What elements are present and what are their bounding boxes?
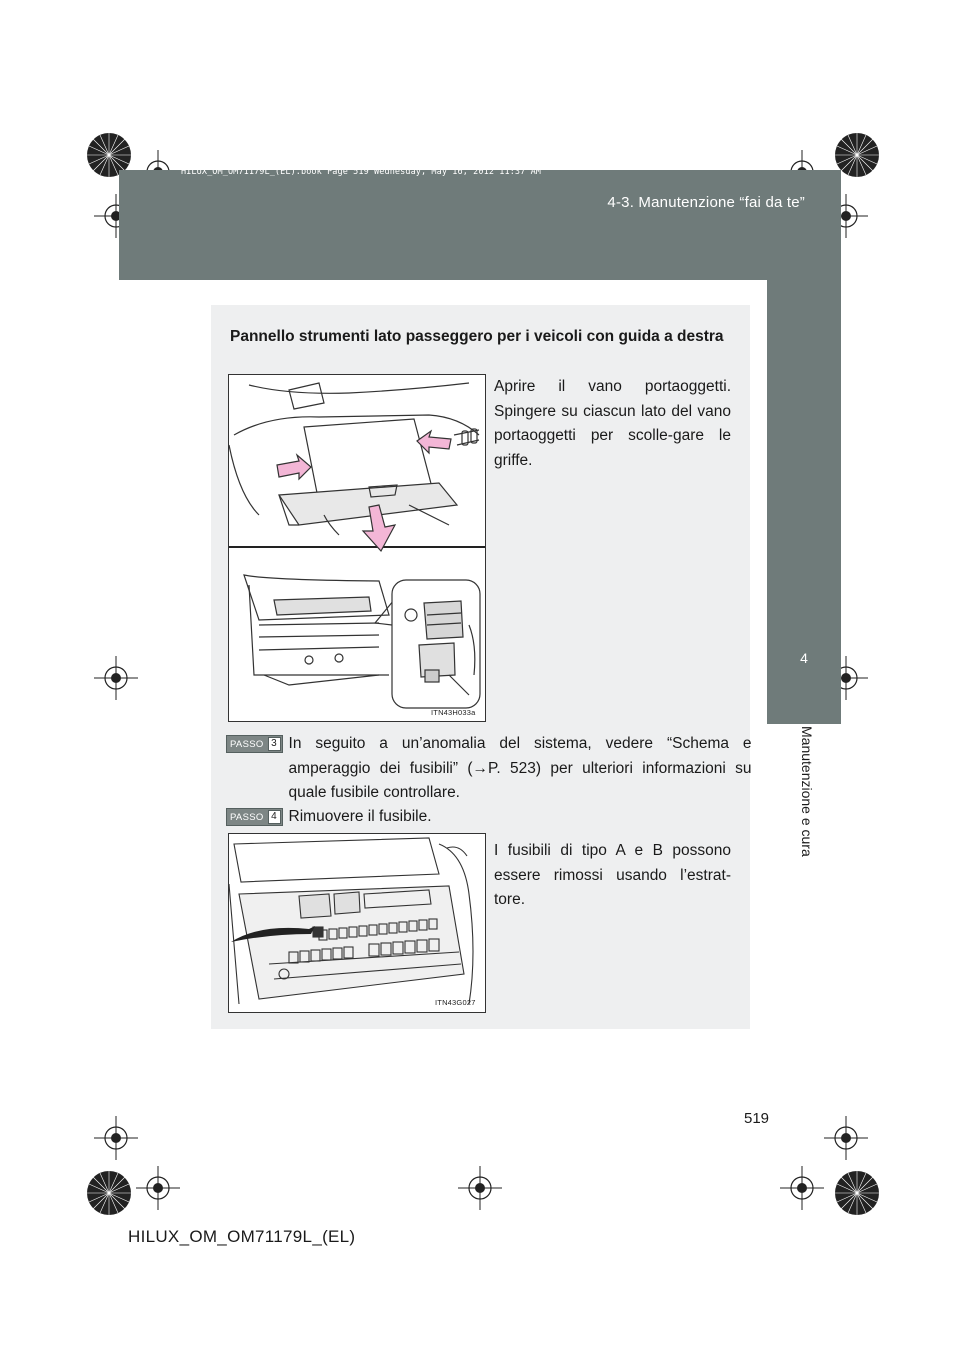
step-3	[226, 732, 752, 806]
footer-code: HILUX_OM_OM71179L_(EL)	[128, 1227, 356, 1246]
book-info: HILUX_OM_OM71179L_(EL).book Page 519 Wednesday, May 16, 2012 11:37 AM	[181, 167, 542, 177]
step-3-text: In seguito a un’anomalia del sistema, vedere “Schema e amperaggio dei fusibili” (→P. 523) per ulteriori informazioni su quale fusibile controllare.	[288, 735, 752, 801]
registration-mark-icon	[832, 1168, 882, 1218]
section-heading: Pannello strumenti lato passeggero per i veicoli con guida a destra	[230, 328, 724, 345]
crosshair-target-icon	[780, 1166, 824, 1210]
chapter-number: 4	[800, 650, 808, 666]
paragraph-glove-box: Aprire il vano portaoggetti. Spingere su ciascun lato del vano portaoggetti per scolle-gare le griffe.	[494, 378, 731, 469]
chapter-tab	[767, 280, 841, 724]
glove-box-illustration	[228, 374, 486, 722]
step-4	[226, 805, 752, 830]
page-number: 519	[744, 1110, 770, 1127]
registration-mark-icon	[84, 1168, 134, 1218]
section-title: 4-3. Manutenzione “fai da te”	[607, 194, 805, 211]
fuse-box-illustration	[228, 833, 486, 1013]
paragraph-fuse-extractor: I fusibili di tipo A e B possono essere rimossi usando l’estrat-tore.	[494, 842, 731, 908]
header-band	[119, 170, 841, 280]
step-badge: PASSO 3	[226, 735, 283, 753]
step-badge: PASSO 4	[226, 808, 283, 826]
crosshair-target-icon	[136, 1166, 180, 1210]
crosshair-target-icon	[94, 1116, 138, 1160]
content-panel	[211, 305, 750, 1029]
crosshair-target-icon	[458, 1166, 502, 1210]
crosshair-target-icon	[824, 1116, 868, 1160]
step-4-text: Rimuovere il fusibile.	[288, 808, 432, 825]
chapter-label: Manutenzione e cura	[799, 726, 815, 857]
figure-code: ITN43H033a	[431, 708, 476, 717]
figure-code: ITN43G027	[435, 998, 476, 1007]
crosshair-target-icon	[94, 656, 138, 700]
